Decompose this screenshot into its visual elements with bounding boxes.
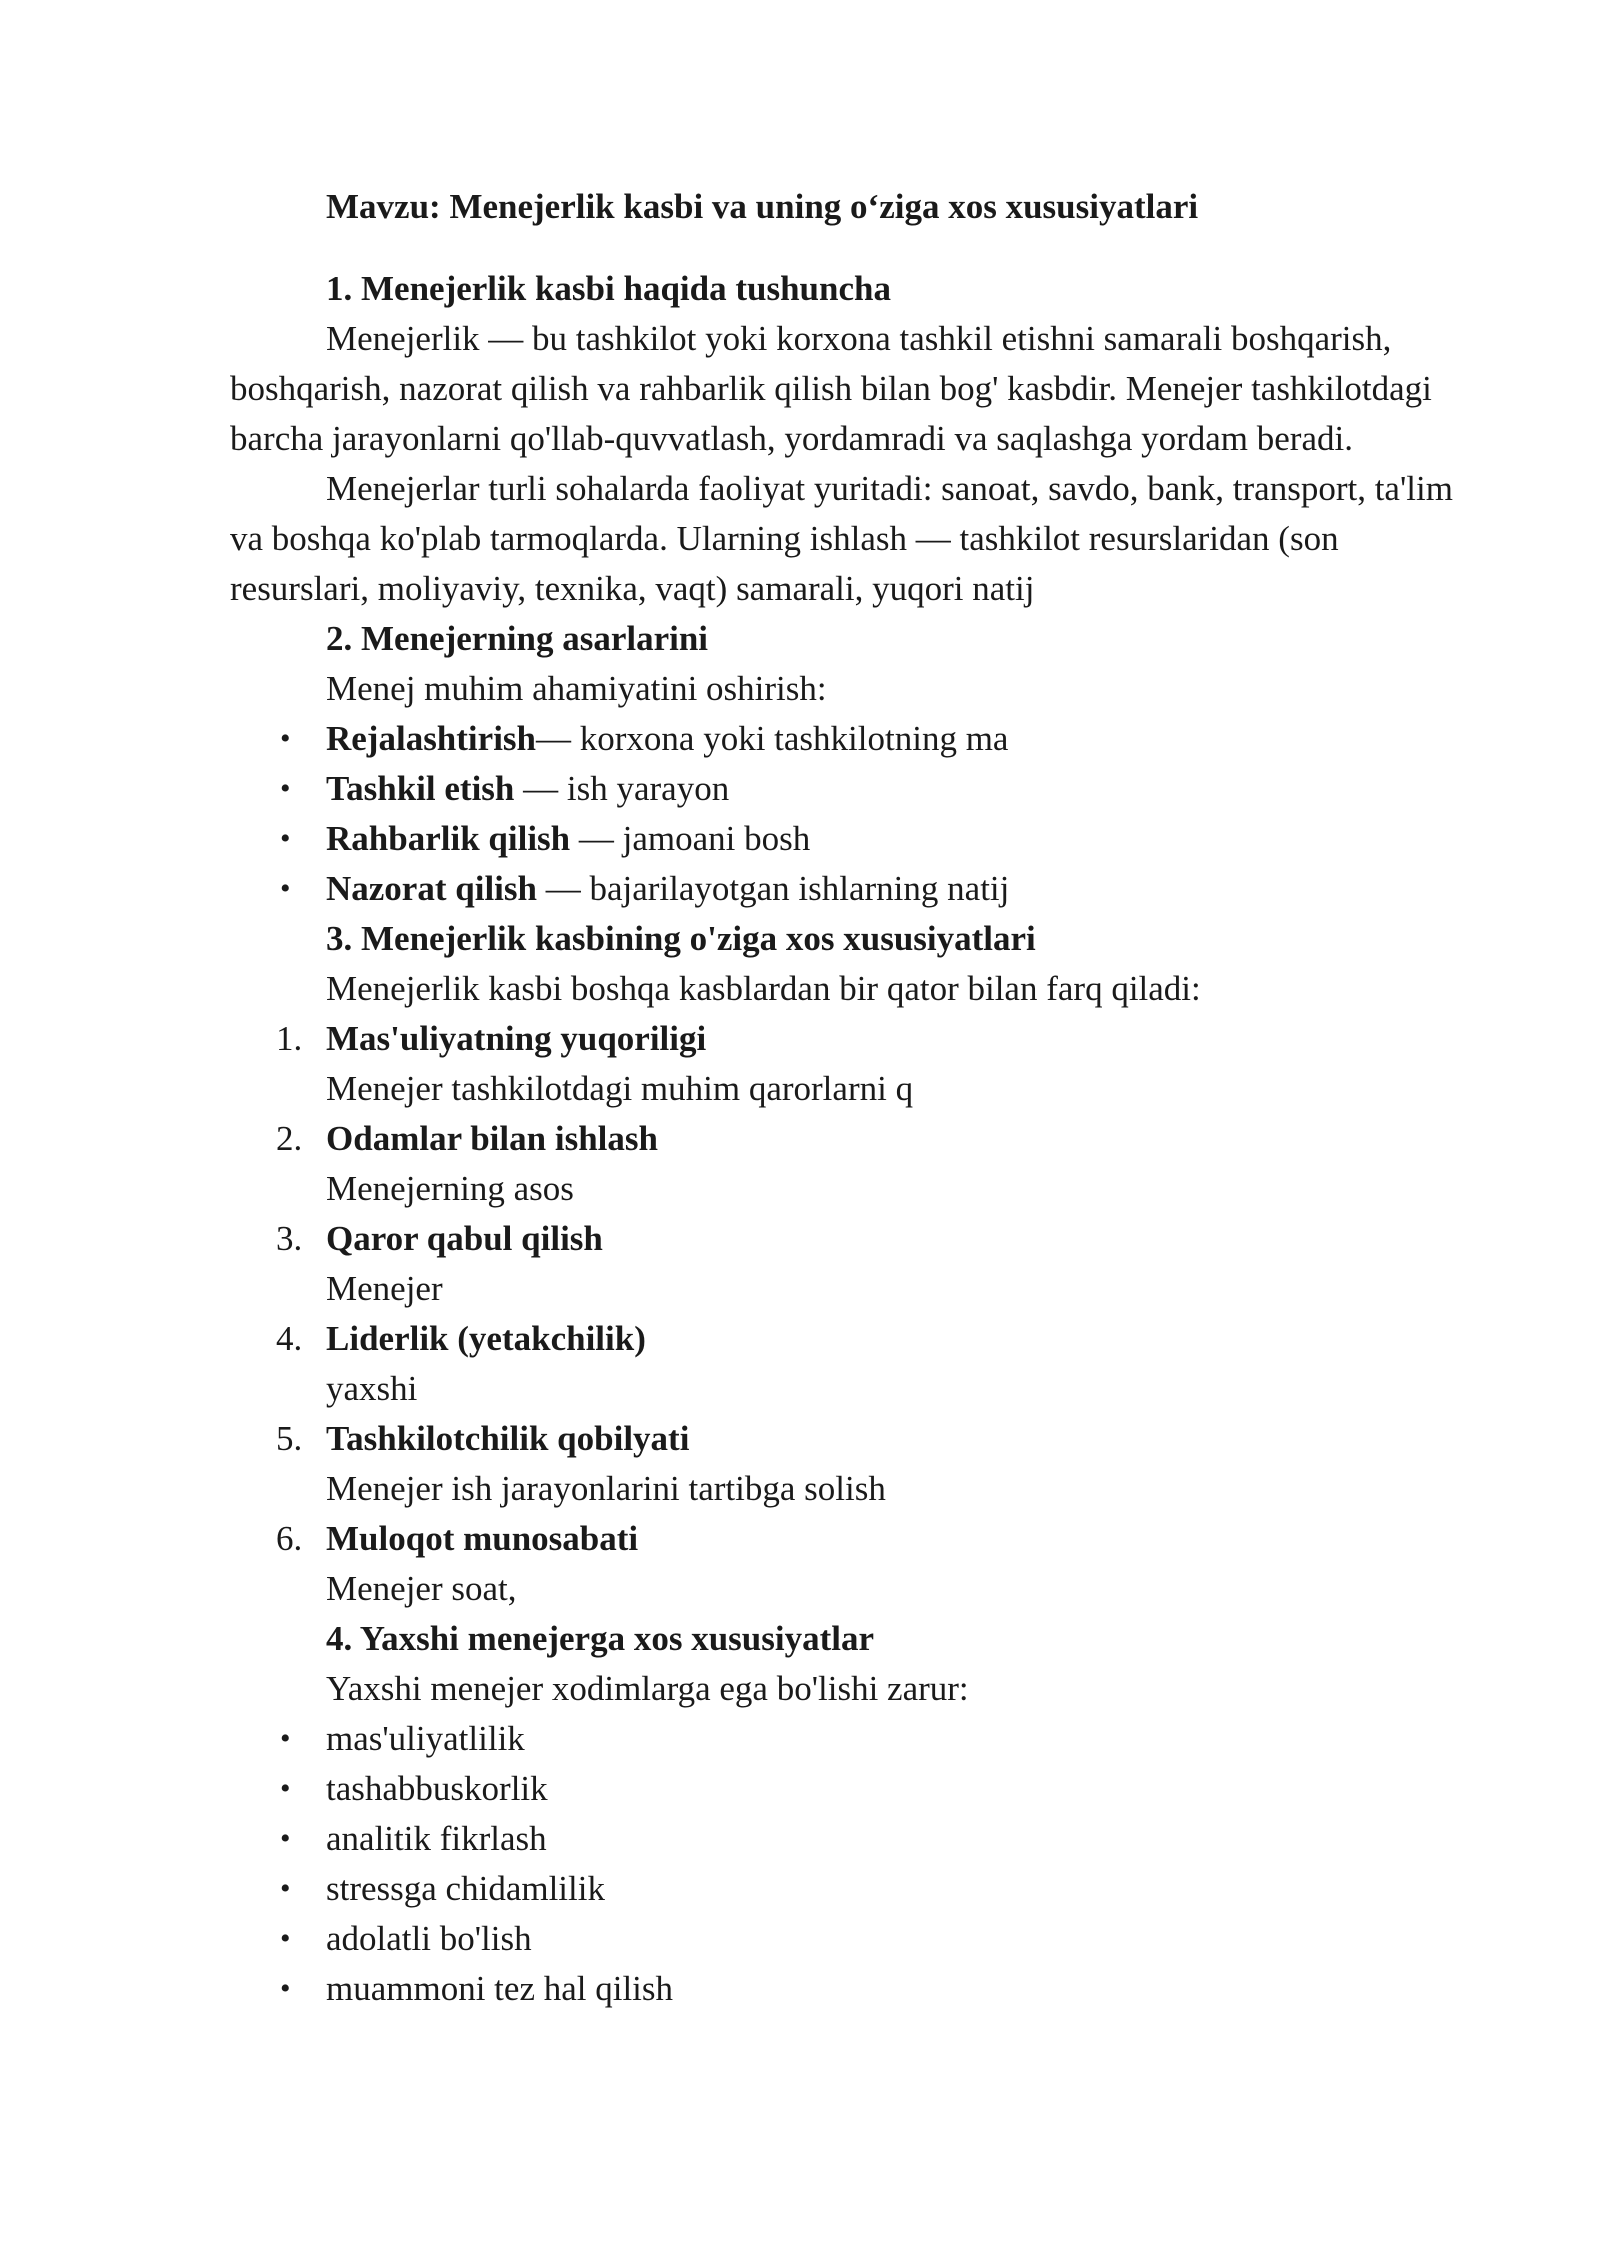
list-item [230,1914,1480,1964]
list-item-number: 6. [276,1519,303,1558]
list-item [230,1414,1480,1514]
list-item [230,764,1480,814]
list-item [230,864,1480,914]
section-2-heading: 2. Menejerning asarlarini [326,619,709,658]
list-item-description: Menejer [326,1269,443,1308]
bullet-icon: • [280,772,291,805]
list-item-term: Rahbarlik qilish [326,819,571,858]
section-1-heading: 1. Menejerlik kasbi haqida tushuncha [326,269,891,308]
section-1-paragraph-1: Menejerlik — bu tashkilot yoki korxona tashkil etishni samarali boshqarish, boshqarish, nazorat qilish va rahbarlik qilish bilan bog' kasbdir. Menejer tashkilotdagi barcha jarayonlarni qo'llab-quvvatlash, yordamradi va saqlashga yordam beradi. [230,319,1432,458]
list-item-text: mas'uliyatlilik [326,1719,525,1758]
section-3-lead: Menejerlik kasbi boshqa kasblardan bir qator bilan farq qiladi: [326,969,1201,1008]
bullet-icon: • [280,872,291,905]
bullet-icon: • [280,1722,291,1755]
list-item-description: Menejerning asos [326,1169,574,1208]
list-item-number: 4. [276,1319,303,1358]
list-item [230,714,1480,764]
section-1-paragraph-2: Menejerlar turli sohalarda faoliyat yuritadi: sanoat, savdo, bank, transport, ta'lim va boshqa ko'plab tarmoqlarda. Ularning ishlash — tashkilot resurslaridan (son resurslari, moliyaviy, texnika, vaqt) samarali, yuqori natij [230,469,1453,608]
list-item-text: — ish yarayon [514,769,730,808]
list-item-number: 2. [276,1119,303,1158]
list-item-text: tashabbuskorlik [326,1769,548,1808]
list-item-number: 3. [276,1219,303,1258]
bullet-icon: • [280,1772,291,1805]
list-item-description: Menejer soat, [326,1569,517,1608]
list-item [230,814,1480,864]
bullet-icon: • [280,1872,291,1905]
list-item-number: 5. [276,1419,303,1458]
document-title: Mavzu: Menejerlik kasbi va uning o‘ziga xos xususiyatlari [326,187,1199,226]
list-item-description: Menejer ish jarayonlarini tartibga solish [326,1469,886,1508]
section-2-lead: Menej muhim ahamiyatini oshirish: [326,669,827,708]
list-item [230,1814,1480,1864]
section-4-heading: 4. Yaxshi menejerga xos xususiyatlar [326,1619,875,1658]
list-item [230,1214,1480,1314]
document-body [230,182,1480,2014]
list-item-text: — korxona yoki tashkilotning ma [536,719,1009,758]
list-item [230,1114,1480,1214]
section-3-list [230,1014,1480,1614]
list-item [230,1014,1480,1114]
list-item-text: muammoni tez hal qilish [326,1969,674,2008]
bullet-icon: • [280,1822,291,1855]
list-item [230,1764,1480,1814]
list-item-description: Menejer tashkilotdagi muhim qarorlarni q [326,1069,914,1108]
list-item-title: Muloqot munosabati [326,1519,639,1558]
list-item-title: Tashkilotchilik qobilyati [326,1419,690,1458]
list-item-description: yaxshi [326,1369,418,1408]
bullet-icon: • [280,1922,291,1955]
bullet-icon: • [280,1972,291,2005]
list-item-text: adolatli bo'lish [326,1919,532,1958]
list-item-number: 1. [276,1019,303,1058]
section-4-lead: Yaxshi menejer xodimlarga ega bo'lishi zarur: [326,1669,969,1708]
list-item [230,1514,1480,1614]
list-item-text: — jamoani bosh [570,819,811,858]
list-item-term: Rejalashtirish [326,719,536,758]
list-item-term: Nazorat qilish [326,869,537,908]
list-item-text: analitik fikrlash [326,1819,547,1858]
list-item-title: Mas'uliyatning yuqoriligi [326,1019,707,1058]
list-item-title: Liderlik (yetakchilik) [326,1319,646,1358]
list-item [230,1864,1480,1914]
section-4-list [230,1714,1480,2014]
bullet-icon: • [280,722,291,755]
section-2-list [230,714,1480,914]
list-item-text: stressga chidamlilik [326,1869,605,1908]
list-item-text: — bajarilayotgan ishlarning natij [536,869,1010,908]
list-item-title: Odamlar bilan ishlash [326,1119,658,1158]
list-item-title: Qaror qabul qilish [326,1219,603,1258]
list-item-term: Tashkil etish [326,769,515,808]
section-3-heading: 3. Menejerlik kasbining o'ziga xos xususiyatlari [326,919,1036,958]
list-item [230,1714,1480,1764]
list-item [230,1314,1480,1414]
bullet-icon: • [280,822,291,855]
list-item [230,1964,1480,2014]
